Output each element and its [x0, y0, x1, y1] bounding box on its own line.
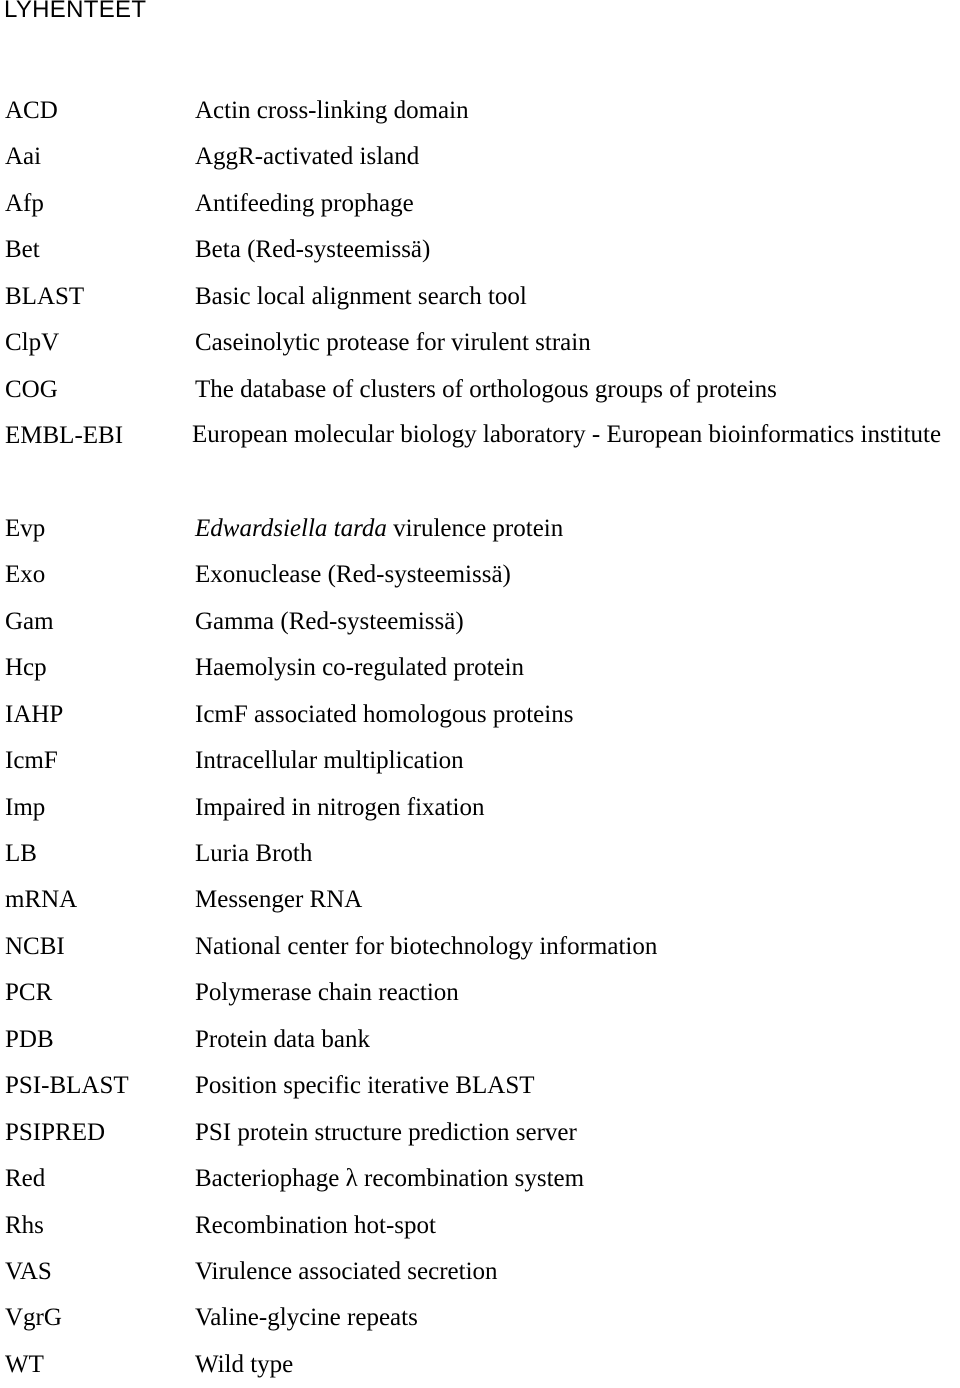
- abbreviation-definition: Polymerase chain reaction: [195, 979, 459, 1007]
- abbreviation-definition: Caseinolytic protease for virulent strain: [195, 329, 591, 357]
- abbreviation-term: EMBL-EBI: [5, 422, 124, 450]
- abbreviation-row: [0, 227, 960, 273]
- abbreviation-row: [0, 1342, 960, 1388]
- abbreviation-definition: Gamma (Red-systeemissä): [195, 607, 464, 635]
- abbreviation-definition: Luria Broth: [195, 840, 313, 868]
- abbreviation-row: [0, 599, 960, 645]
- abbreviation-row: [0, 924, 960, 970]
- abbreviation-row: [0, 413, 960, 506]
- abbreviation-row: [0, 367, 960, 413]
- abbreviation-row: [0, 88, 960, 134]
- abbreviation-term: Gam: [5, 607, 54, 635]
- abbreviation-term: VgrG: [5, 1304, 62, 1332]
- abbreviation-term: BLAST: [5, 282, 85, 310]
- abbreviation-definition: Haemolysin co-regulated protein: [195, 654, 525, 682]
- abbreviation-definition: [195, 511, 563, 547]
- abbreviation-definition: National center for biotechnology information: [195, 932, 658, 960]
- abbreviation-definition: Virulence associated secretion: [195, 1257, 498, 1285]
- abbreviation-term: Bet: [5, 236, 40, 264]
- abbreviation-definition: Bacteriophage λ recombination system: [195, 1165, 585, 1193]
- abbreviation-term: Rhs: [5, 1211, 44, 1239]
- abbreviation-row: [0, 645, 960, 691]
- abbreviation-term: PSIPRED: [5, 1118, 106, 1146]
- abbreviation-term: PSI-BLAST: [5, 1072, 129, 1100]
- abbreviation-definition: Protein data bank: [195, 1025, 370, 1053]
- abbreviation-definition: AggR-activated island: [195, 143, 420, 171]
- abbreviation-row: [0, 1295, 960, 1341]
- abbreviation-row: [0, 831, 960, 877]
- abbreviation-row: [0, 877, 960, 923]
- abbreviation-definition: European molecular biology laboratory - European bioinformatics institute: [192, 421, 942, 449]
- abbreviation-term: Evp: [5, 514, 46, 542]
- abbreviation-term: ACD: [5, 97, 58, 124]
- abbreviation-row: [0, 1017, 960, 1063]
- abbreviation-term: IcmF: [5, 747, 58, 775]
- definition-text: virulence protein: [386, 514, 564, 542]
- page-title: LYHENTEET: [4, 0, 147, 23]
- abbreviation-row: [0, 692, 960, 738]
- abbreviation-definition: Position specific iterative BLAST: [195, 1072, 535, 1100]
- abbreviation-term: mRNA: [5, 886, 78, 914]
- abbreviation-row: [0, 506, 960, 552]
- abbreviation-row: [0, 1110, 960, 1156]
- abbreviation-term: VAS: [5, 1257, 52, 1285]
- abbreviation-definition: Beta (Red-systeemissä): [195, 236, 431, 264]
- abbreviation-term: Exo: [5, 561, 46, 589]
- abbreviation-definition: IcmF associated homologous proteins: [195, 700, 574, 728]
- abbreviation-row: [0, 1156, 960, 1202]
- abbreviation-row: [0, 970, 960, 1016]
- abbreviation-definition: Antifeeding prophage: [195, 189, 414, 217]
- abbreviation-term: Aai: [5, 143, 42, 171]
- abbreviation-term: PCR: [5, 979, 53, 1007]
- abbreviation-definition: Wild type: [195, 1350, 294, 1378]
- abbreviation-row: [0, 1203, 960, 1249]
- abbreviation-term: Hcp: [5, 654, 47, 682]
- abbreviation-definition: Exonuclease (Red-systeemissä): [195, 561, 511, 589]
- abbreviation-definition: Messenger RNA: [195, 886, 363, 914]
- abbreviation-term: Imp: [5, 793, 46, 821]
- abbreviation-term: IAHP: [5, 700, 64, 728]
- abbreviation-definition: Valine-glycine repeats: [195, 1304, 418, 1332]
- abbreviation-term: ClpV: [5, 329, 60, 357]
- abbreviation-term: WT: [5, 1350, 44, 1378]
- abbreviation-definition: Intracellular multiplication: [195, 747, 464, 775]
- abbreviation-definition: Recombination hot-spot: [195, 1211, 436, 1239]
- abbreviation-term: COG: [5, 375, 58, 403]
- abbreviation-term: PDB: [5, 1025, 54, 1053]
- abbreviation-row: [0, 320, 960, 366]
- abbreviation-row: [0, 552, 960, 598]
- abbreviation-term: NCBI: [5, 932, 65, 960]
- abbreviation-list: [0, 88, 960, 1388]
- abbreviation-row: [0, 274, 960, 320]
- abbreviation-row: [0, 134, 960, 180]
- abbreviation-definition: Impaired in nitrogen fixation: [195, 793, 485, 821]
- abbreviation-term: Red: [5, 1165, 46, 1193]
- abbreviation-definition: Actin cross-linking domain: [195, 97, 469, 124]
- abbreviation-definition: The database of clusters of orthologous groups of proteins: [195, 375, 777, 403]
- species-name: Edwardsiella tarda: [195, 514, 387, 542]
- abbreviation-row: [0, 1249, 960, 1295]
- abbreviation-row: [0, 1063, 960, 1109]
- abbreviation-definition: Basic local alignment search tool: [195, 282, 527, 310]
- abbreviation-term: LB: [5, 840, 37, 868]
- abbreviation-term: Afp: [5, 189, 44, 217]
- abbreviation-definition: PSI protein structure prediction server: [195, 1118, 577, 1146]
- abbreviation-row: [0, 785, 960, 831]
- abbreviation-row: [0, 181, 960, 227]
- abbreviation-row: [0, 738, 960, 784]
